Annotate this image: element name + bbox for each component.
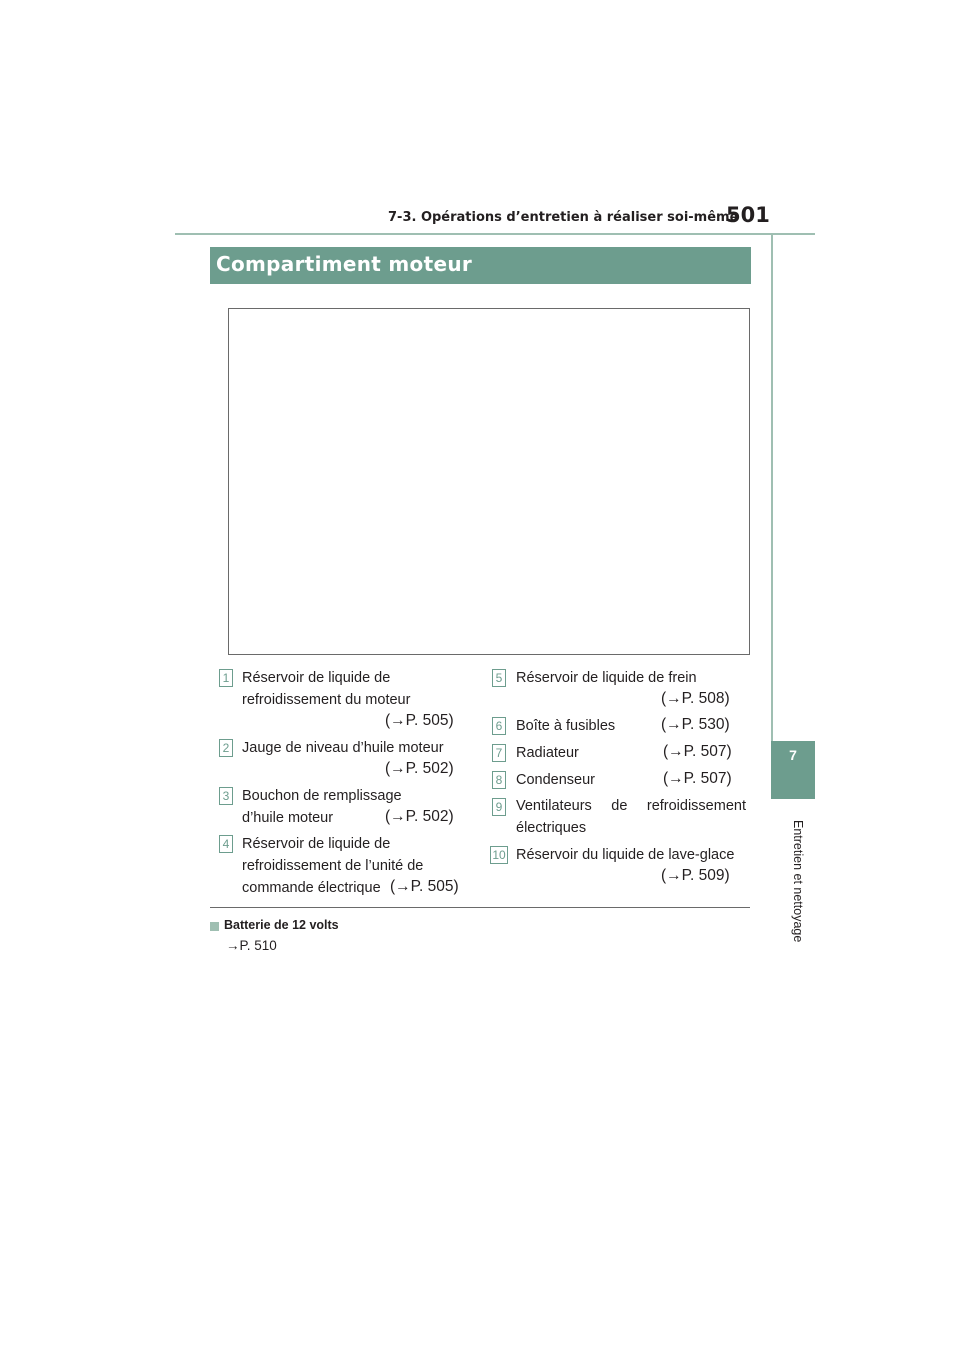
header-rule <box>175 233 815 235</box>
section-title: Compartiment moteur <box>216 252 473 276</box>
item-page-ref: (→P. 507) <box>663 770 732 787</box>
item-label-line: Condenseur <box>516 772 595 788</box>
item-label-line: refroidissement du moteur <box>242 692 411 708</box>
item-label-word: Ventilateurs <box>516 798 592 814</box>
item-page-ref: (→P. 507) <box>663 743 732 760</box>
running-header-section: 7-3. Opérations d’entretien à réaliser soi-même <box>388 210 739 225</box>
note-page-ref: →P. 510 <box>226 938 277 953</box>
item-number-badge: 1 <box>219 669 233 687</box>
item-label-line: Radiateur <box>516 745 579 761</box>
item-number-badge: 6 <box>492 717 506 735</box>
item-number-badge: 7 <box>492 744 506 762</box>
item-number-badge: 3 <box>219 787 233 805</box>
item-label-line-justified <box>516 795 746 817</box>
item-page-ref: (→P. 530) <box>661 716 730 733</box>
side-rule <box>771 235 815 741</box>
page-number: 501 <box>726 203 770 227</box>
item-number-badge: 9 <box>492 798 506 816</box>
item-label-word: refroidissement <box>646 798 746 814</box>
item-label-word: de <box>611 798 628 814</box>
item-label-line: Bouchon de remplissage <box>242 788 402 804</box>
item-label-line: électriques <box>516 820 587 836</box>
item-number-badge: 5 <box>492 669 506 687</box>
item-label-line: d’huile moteur <box>242 810 334 826</box>
item-number-badge: 2 <box>219 739 233 757</box>
item-label-line: Réservoir du liquide de lave-glace <box>516 847 735 863</box>
item-label-line: Réservoir de liquide de <box>242 670 391 686</box>
item-page-ref: (→P. 508) <box>661 690 730 707</box>
note-square-icon <box>210 922 219 931</box>
item-label-line: Jauge de niveau d’huile moteur <box>242 740 444 756</box>
item-label-line: refroidissement de l’unité de <box>242 858 424 874</box>
bottom-rule <box>210 907 750 908</box>
item-label-line: Réservoir de liquide de frein <box>516 670 697 686</box>
item-label-line: commande électrique <box>242 880 381 896</box>
chapter-title: Entretien et nettoyage <box>791 820 805 943</box>
note-title: Batterie de 12 volts <box>224 918 339 932</box>
item-page-ref: (→P. 505) <box>385 712 454 729</box>
item-number-badge: 4 <box>219 835 233 853</box>
item-page-ref: (→P. 502) <box>385 808 454 825</box>
engine-compartment-figure <box>228 308 750 655</box>
item-label-line: Réservoir de liquide de <box>242 836 391 852</box>
item-page-ref: (→P. 502) <box>385 760 454 777</box>
item-number-badge: 10 <box>490 846 508 864</box>
item-page-ref: (→P. 509) <box>661 867 730 884</box>
item-label-line: Boîte à fusibles <box>516 718 616 734</box>
item-number-badge: 8 <box>492 771 506 789</box>
chapter-tab: 7 <box>771 741 815 799</box>
item-page-ref: (→P. 505) <box>390 878 459 895</box>
